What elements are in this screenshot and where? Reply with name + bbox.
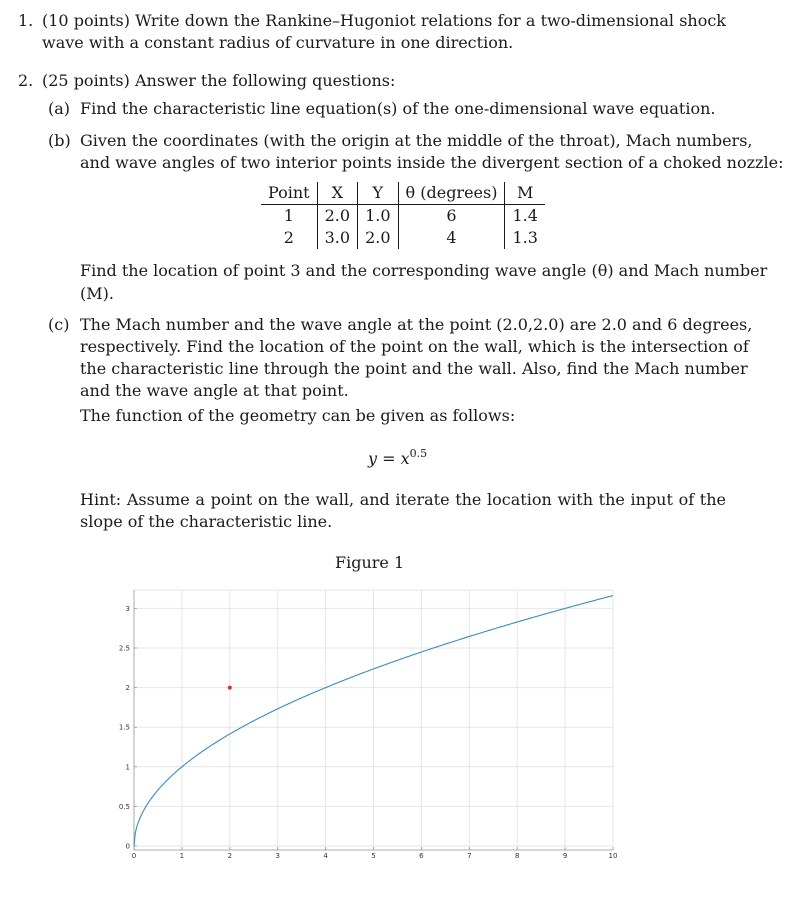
table-cell: 2 — [283, 228, 294, 247]
q2b-label: (b) — [48, 131, 71, 150]
y-tick-label: 2 — [125, 684, 130, 693]
table-cell: 1 — [283, 206, 294, 225]
y-tick-label: 2.5 — [118, 644, 130, 653]
q2c-line-3: the characteristic line through the point and the wall. Also, find the Mach number — [80, 359, 748, 378]
q2c-geometry-intro: The function of the geometry can be given as follows: — [80, 406, 516, 425]
y-tick-label: 1.5 — [118, 723, 130, 732]
q2-number: 2. — [18, 71, 34, 90]
q2c-line-4: and the wave angle at that point. — [80, 381, 349, 400]
equation-exponent: 0.5 — [409, 447, 428, 460]
q2a-label: (a) — [48, 99, 71, 118]
table-cell: 2.0 — [317, 205, 357, 228]
q2c-label: (c) — [48, 315, 70, 334]
x-tick-label: 10 — [608, 852, 618, 860]
q2-intro: (25 points) Answer the following questions: — [42, 71, 396, 90]
y-tick-label: 3 — [125, 604, 130, 613]
x-tick-label: 1 — [179, 852, 185, 860]
x-tick-label: 9 — [562, 852, 568, 860]
table-header-cell: θ (degrees) — [398, 182, 505, 205]
x-tick-label: 8 — [514, 852, 520, 860]
y-tick-label: 1 — [125, 763, 130, 772]
table-header-cell: X — [317, 182, 357, 205]
table-cell: 6 — [398, 205, 505, 228]
q2c-line-1: The Mach number and the wave angle at the point (2.0,2.0) are 2.0 and 6 degrees, — [80, 315, 753, 334]
x-tick-label: 6 — [419, 852, 424, 860]
q2c-line-2: respectively. Find the location of the point on the wall, which is the intersection of — [80, 337, 749, 356]
x-tick-label: 0 — [131, 852, 137, 860]
table-cell: 1.0 — [358, 205, 398, 228]
table-header-cell: M — [505, 182, 545, 205]
y-tick-label: 0 — [125, 842, 130, 851]
q1-line-1: (10 points) Write down the Rankine–Hugoniot relations for a two-dimensional shock — [42, 11, 726, 30]
q2b-after-2: (M). — [80, 284, 114, 303]
table-header-cell: Y — [358, 182, 398, 205]
figure-title: Figure 1 — [335, 553, 405, 572]
table-cell: 1.4 — [505, 205, 545, 228]
q2c-hint-1: Hint: Assume a point on the wall, and iterate the location with the input of the — [80, 490, 726, 509]
table-cell: 4 — [398, 227, 505, 249]
x-tick-label: 2 — [227, 852, 233, 860]
q2b-line-2: and wave angles of two interior points inside the divergent section of a choked nozzle: — [80, 153, 784, 172]
table-cell: 3.0 — [317, 227, 357, 249]
x-tick-label: 7 — [467, 852, 472, 860]
data-point — [228, 686, 232, 690]
equation-lhs: y = x — [368, 449, 410, 468]
q2b-after-1: Find the location of point 3 and the corresponding wave angle (θ) and Mach number — [80, 261, 768, 280]
table-cell: 2.0 — [358, 227, 398, 249]
y-tick-label: 0.5 — [118, 802, 130, 811]
q2c-hint-2: slope of the characteristic line. — [80, 512, 333, 531]
q2a-text: Find the characteristic line equation(s) of the one-dimensional wave equation. — [80, 99, 716, 118]
q1-number: 1. — [18, 11, 34, 30]
x-tick-label: 4 — [323, 852, 328, 860]
table-cell: 1.3 — [505, 227, 545, 249]
q2b-line-1: Given the coordinates (with the origin at the middle of the throat), Mach numbers, — [80, 131, 753, 150]
x-tick-label: 5 — [371, 852, 376, 860]
x-tick-label: 3 — [275, 852, 280, 860]
q1-line-2: wave with a constant radius of curvature in one direction. — [42, 33, 514, 52]
table-header-cell: Point — [261, 182, 317, 205]
